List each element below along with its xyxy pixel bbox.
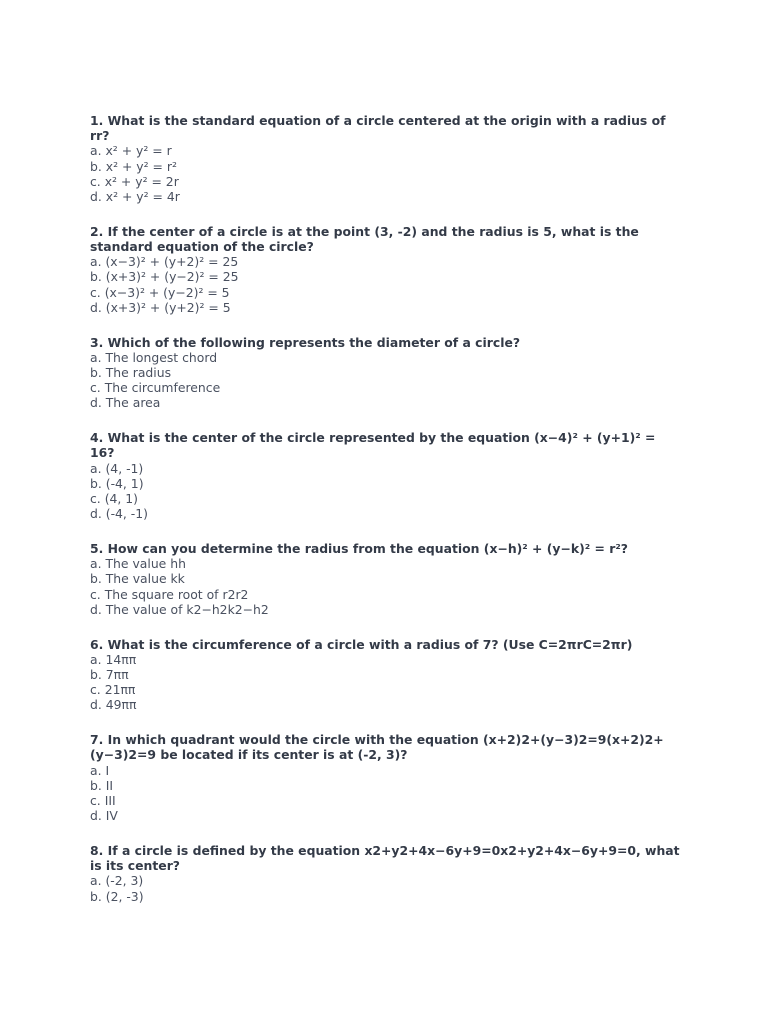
option-c: c. (4, 1) (90, 491, 139, 507)
question-text: 4. What is the center of the circle represented by the equation (x−4)² + (y+1)² = 16? (90, 430, 656, 461)
option-c: c. III (90, 793, 116, 809)
option-c: c. x² + y² = 2r (90, 173, 179, 189)
question-text: 1. What is the standard equation of a circle centered at the origin with a radius of rr? (90, 113, 666, 144)
option-c: c. The square root of r2r2 (90, 586, 249, 602)
option-d: d. (-4, -1) (90, 506, 148, 522)
question-text: 8. If a circle is defined by the equation x2+y2+4x−6y+9=0x2+y2+4x−6y+9=0, what is its center? (90, 843, 680, 874)
question-text: 5. How can you determine the radius from the equation (x−h)² + (y−k)² = r²? (90, 541, 628, 557)
option-c: c. The circumference (90, 380, 221, 396)
option-d: d. x² + y² = 4r (90, 189, 180, 205)
option-a: a. The longest chord (90, 349, 218, 365)
question-8 (90, 843, 680, 904)
option-b: b. (x+3)² + (y−2)² = 25 (90, 269, 239, 285)
option-a: a. (x−3)² + (y+2)² = 25 (90, 254, 239, 270)
question-2 (90, 224, 680, 315)
option-a: a. 14ππ (90, 651, 137, 667)
option-d: d. The area (90, 395, 161, 411)
option-b: b. The value kk (90, 571, 185, 587)
question-1 (90, 113, 680, 204)
option-d: d. 49ππ (90, 697, 137, 713)
option-b: b. (2, -3) (90, 888, 144, 904)
option-d: d. (x+3)² + (y+2)² = 5 (90, 299, 231, 315)
option-b: b. 7ππ (90, 667, 129, 683)
option-a: a. x² + y² = r (90, 143, 172, 159)
question-7 (90, 732, 680, 823)
quiz-document (90, 113, 680, 923)
option-a: a. (4, -1) (90, 460, 144, 476)
option-b: b. The radius (90, 365, 172, 381)
option-a: a. The value hh (90, 556, 186, 572)
option-d: d. The value of k2−h2k2−h2 (90, 601, 269, 617)
option-c: c. 21ππ (90, 682, 136, 698)
option-d: d. IV (90, 808, 118, 824)
question-text: 6. What is the circumference of a circle with a radius of 7? (Use C=2πrC=2πr) (90, 636, 633, 652)
option-c: c. (x−3)² + (y−2)² = 5 (90, 284, 230, 300)
question-3 (90, 335, 680, 411)
option-b: b. x² + y² = r² (90, 158, 177, 174)
question-text: 3. Which of the following represents the diameter of a circle? (90, 334, 521, 350)
option-b: b. II (90, 777, 114, 793)
question-4 (90, 430, 680, 521)
option-a: a. I (90, 762, 110, 778)
question-5 (90, 541, 680, 617)
option-a: a. (-2, 3) (90, 873, 144, 889)
question-6 (90, 637, 680, 713)
question-text: 7. In which quadrant would the circle with the equation (x+2)2+(y−3)2=9(x+2)2+(y−3)2=9 be located if its center is at (-2, 3)? (90, 732, 664, 763)
question-text: 2. If the center of a circle is at the point (3, -2) and the radius is 5, what is the standard equation of the circle? (90, 223, 639, 255)
option-b: b. (-4, 1) (90, 475, 144, 491)
